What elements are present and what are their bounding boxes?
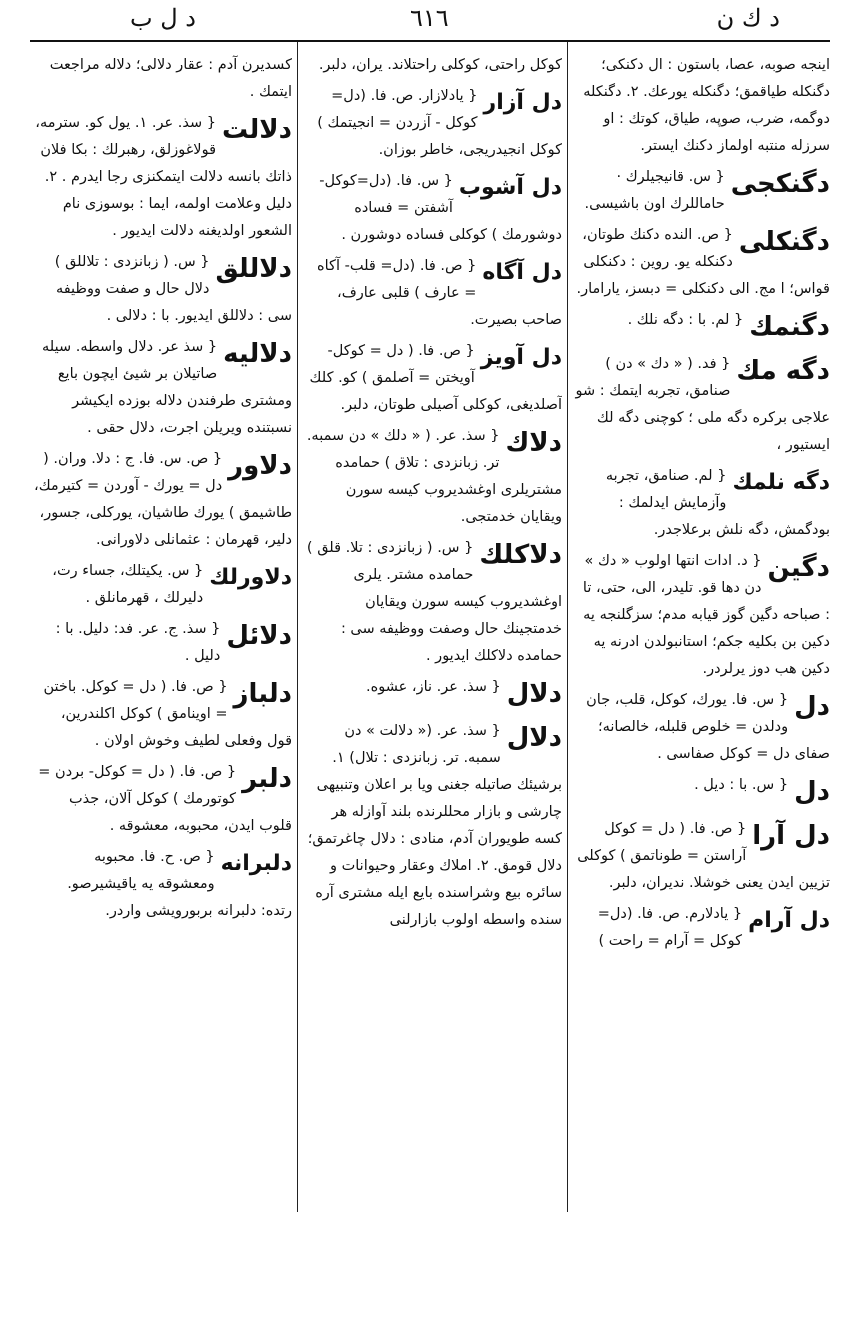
entry-definition: { ص. ح. فا. محبوبه ومعشوقه يه ياقيشيرصو. رتده: دلبرانه بربورويشى واردر. [67, 849, 292, 919]
dictionary-entry [34, 674, 292, 755]
entry-headword: دگين [767, 553, 830, 583]
dictionary-entry [34, 249, 292, 330]
dictionary-entry [303, 253, 562, 334]
entry-headword: دل آويز [480, 345, 562, 370]
entry-headword: دلاللق [215, 254, 292, 284]
entry-headword: دلاورلك [209, 565, 292, 590]
dictionary-entry [574, 307, 830, 347]
dictionary-entry [303, 338, 562, 419]
dictionary-entry [303, 535, 562, 670]
entry-definition: { ص. فا. ( دل = كوكل- بردن = كوتورمك ) كوكل آلان، جذب قلوب ايدن، محبوبه، معشوقه . [38, 764, 292, 834]
dictionary-entry [34, 110, 292, 245]
dictionary-entry [34, 616, 292, 670]
page-header [30, 0, 830, 42]
dictionary-entry [34, 446, 292, 554]
dictionary-entry [303, 674, 562, 714]
entry-definition: كسديرن آدم : عقار دلالى؛ دلاله مراجعت ايتمك . [49, 57, 292, 100]
entry-definition: { س. با : ديل . [694, 777, 789, 793]
dictionary-entry [303, 423, 562, 531]
header-left-letters: د ل ب [130, 4, 196, 32]
dictionary-entry [574, 901, 830, 955]
entry-definition: { د. ادات انتها اولوب « دك » دن دها قو. تليدر، الى، حتى، تا : صباحه دگين گوز قيابه مدم؛ سزگلنجه يه دكين بن بكليه جكم؛ استانبولدن ادرنه يه دكين هب دوز يرلردر. [582, 553, 830, 677]
dictionary-entry [303, 83, 562, 164]
entry-definition: { س. فا. (دل=كوكل- آشفتن = فساده دوشورمك ) كوكلى فساده دوشورن . [319, 173, 562, 243]
entry-definition: { سذ. عر. ( « دلك » دن سمبه. تر. زبانزدى : تلاق ) حمامده مشتريلرى اوغشديروب كيسه سورن ويقايان خدمتجى. [306, 428, 562, 525]
dictionary-entry [574, 772, 830, 812]
middle-column [303, 52, 562, 1212]
entry-headword: دلاور [228, 451, 292, 481]
entry-headword: دلبر [242, 764, 292, 794]
entry-definition: { سذ. عر. ناز، عشوه. [366, 679, 501, 695]
entry-definition: { س. يكيتلك، جساء رت، دليرلك ، قهرمانلق . [52, 563, 204, 606]
entry-definition: { سذ. عر. ١. يول كو. سترمه، قولاغوزلق، رهبرلك : بكا فلان ذاتك بانسه دلالت ايتمكنزى رجا ايدرم . ٢. دليل وعلامت اولمه، ايما : بوسوزى نام الشعور اولديغنه دلالت ايديور . [35, 115, 292, 239]
entry-definition: { ص. فا. ( دل = كوكل آراستن = طوناتمق ) كوكلى تزيين ايدن يعنى خوشلا. نديران، دلبر. [577, 821, 830, 891]
dictionary-entry [574, 222, 830, 303]
dictionary-entry [574, 52, 830, 160]
entry-definition: { ص. فا. ( دل = كوكل- آويختن = آصلمق ) كو. كلك آصلديغى، كوكلى آصيلى طوتان، دلبر. [309, 343, 562, 413]
entry-headword: دلاليه [223, 339, 292, 369]
dictionary-entry [574, 548, 830, 683]
entry-definition: { لم. با : دگه نلك . [627, 312, 744, 328]
dictionary-entry [574, 816, 830, 897]
dictionary-entry [34, 558, 292, 612]
entry-headword: دگنكجى [730, 169, 830, 199]
dictionary-entry [303, 718, 562, 934]
entry-definition: { ص. س. فا. ج : دلا. وران. ( دل = يورك - آوردن = كتيرمك، طاشيمق ) يورك طاشيان، يوركلى، جسور، دلير، قهرمان : عثمانلى دلاورانى. [34, 451, 292, 548]
entry-headword: دگه مك [736, 356, 830, 386]
entry-definition: { س. قانيجيلرك · حاماللرك اون باشيسى. [584, 169, 725, 212]
entry-headword: دلائل [226, 621, 292, 651]
dictionary-entry [574, 164, 830, 218]
dictionary-entry [34, 52, 292, 106]
entry-headword: دگه نلمك [732, 470, 830, 495]
entry-definition: { سذ عر. دلال واسطه. سيله صاتيلان بر شيئ ايچون بايع ومشترى طرفندن دلاله بوزده ايكيشر نسبتنده ويريلن اجرت، دلال حقى . [42, 339, 292, 436]
dictionary-entry [34, 844, 292, 925]
entry-headword: دلاكلك [479, 540, 562, 570]
entry-headword: دگنكلى [738, 227, 830, 257]
page-number: ٦١٦ [410, 4, 449, 32]
entry-headword: دگنمك [749, 312, 830, 342]
left-column [34, 52, 292, 1212]
entry-definition: { ص. النده دكنك طوتان، دكنكله يو. روين : دكنكلى قواس؛ ا مج. الى دكنكلى = دبسز، يارامار. [576, 227, 830, 297]
column-divider-right [567, 42, 568, 1212]
entry-headword: دلال [506, 679, 562, 709]
dictionary-entry [303, 168, 562, 249]
dictionary-entry [574, 351, 830, 459]
column-divider-left [297, 42, 298, 1212]
entry-definition: اينجه صوبه، عصا، باستون : ال دكنكى؛ دگنكله طياقمق؛ دگنكله يورعك. ٢. دگنكله دوگمه، ضرب، صوپه، طياق، كوتك : او سرزله منتبه اولماز دكنك ايستر. [583, 57, 830, 154]
entry-headword: دل آگاه [482, 260, 562, 285]
entry-headword: دلاك [505, 428, 562, 458]
entry-headword: دلبرانه [220, 851, 292, 876]
entry-headword: دل آزار [483, 90, 562, 115]
entry-headword: دلالت [222, 115, 292, 145]
entry-definition: { ص. فا. (دل= قلب- آكاه = عارف ) قلبى عارف، صاحب بصيرت. [317, 258, 562, 328]
entry-headword: دل [794, 777, 830, 807]
dictionary-entry [574, 463, 830, 544]
dictionary-entry [34, 759, 292, 840]
header-right-letters: د ك ن [716, 4, 780, 32]
entry-definition: كوكل راحتى، كوكلى راحتلاند. يران، دلبر. [318, 57, 562, 73]
entry-headword: دلباز [233, 679, 292, 709]
entry-definition: { س. ( زبانزدى : تلاللق ) دلال حال و صفت ووظيفه سى : دلاللق ايديور. با : دلالى . [54, 254, 292, 324]
entry-definition: { ص. فا. ( دل = كوكل. باختن = اوينامق ) كوكل اكلندرين، قول وفعلى لطيف وخوش اولان . [43, 679, 292, 749]
entry-definition: { سذ. عر. (« دلالت » دن سمبه. تر. زبانزدى : تلال) ١. برشيئك صاتيله جغنى ويا بر اعلان وتنبيهى چارشى و بازار محللرنده بلند آوازله هر كسه طويوران آدم، منادى : دلال چاغرتمق؛ دلال قومق. ٢. املاك وعقار وحيوانات و سائره بيع وشراسنده بايع ايله مشترى آره سنده واسطه اولوب بازارلنى [307, 723, 562, 928]
entry-definition: { س. ( زبانزدى : تلا. قلق ) حمامده مشتر. يلرى اوغشديروب كيسه سورن ويقايان خدمتجينك حال وصفت ووظيفه سى : حمامده دلاكلك ايديور . [306, 540, 562, 664]
right-column [574, 52, 830, 1212]
entry-definition: { يادلازار. ص. فا. (دل= كوكل - آزردن = انجيتمك ) كوكل انجيدريجى، خاطر بوزان. [317, 88, 562, 158]
entry-definition: { فد. ( « دك » دن ) صنامق، تجربه ايتمك : شو علاجى بركره دگه ملى ؛ كوچنى دگه لك ايستيور ، [575, 356, 830, 453]
dictionary-entry [303, 52, 562, 79]
entry-headword: دل آشوب [458, 175, 562, 200]
entry-definition: { يادلارم. ص. فا. (دل= كوكل = آرام = راحت ) [597, 906, 743, 949]
entry-headword: دل آرام [748, 908, 830, 933]
entry-headword: دلال [506, 723, 562, 753]
entry-headword: دل [794, 692, 830, 722]
dictionary-entry [574, 687, 830, 768]
entry-definition: { سذ. ج. عر. فد: دليل. با : دليل . [55, 621, 221, 664]
dictionary-entry [34, 334, 292, 442]
entry-headword: دل آرا [752, 821, 830, 851]
entry-definition: { س. فا. يورك، كوكل، قلب، جان ودلدن = خلوص قلبله، خالصانه؛ صفاى دل = كوكل صفاسى . [586, 692, 830, 762]
entry-definition: { لم. صنامق، تجربه وآزمايش ايدلمك : بودگمش، دگه نلش برعلاجدر. [605, 468, 830, 538]
